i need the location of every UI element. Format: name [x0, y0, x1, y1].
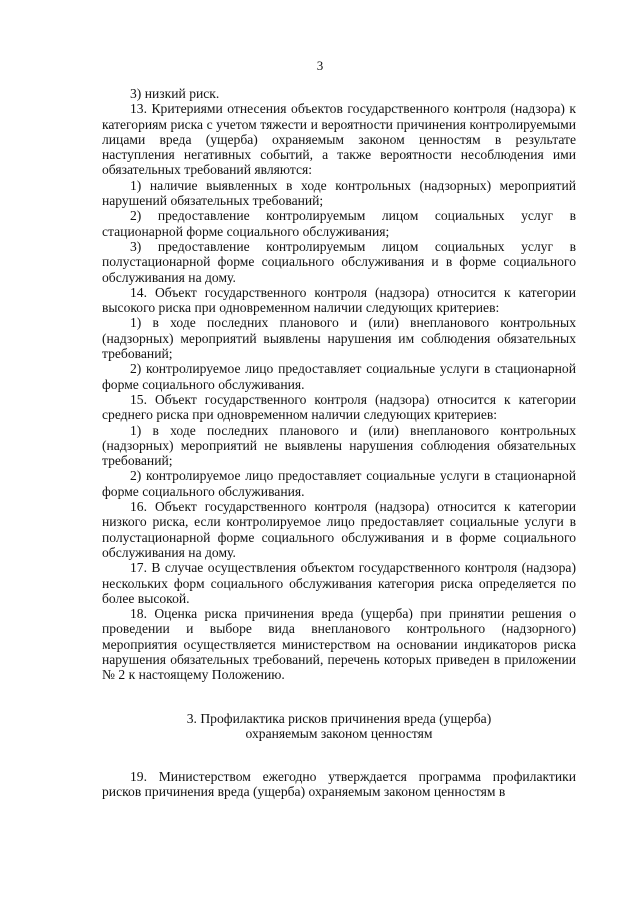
section-heading-line-1: 3. Профилактика рисков причинения вреда (ущерба) [186, 710, 492, 726]
paragraph-15: 15. Объект государственного контроля (надзора) относится к категории среднего риска при одновременном наличии следующих критериев: [102, 391, 576, 423]
paragraph-risk-low: 3) низкий риск. [130, 86, 220, 101]
paragraph-14: 14. Объект государственного контроля (надзора) относится к категории высокого риска при одновременном наличии следующих критериев: [102, 284, 576, 316]
paragraph-13-item-3: 3) предоставление контролируемым лицом социальных услуг в полустационарной форме социального обслуживания и в форме социального обслуживания на дому. [102, 238, 576, 285]
paragraph-13-item-1: 1) наличие выявленных в ходе контрольных (надзорных) мероприятий нарушений обязательных требований; [102, 177, 576, 209]
paragraph-18: 18. Оценка риска причинения вреда (ущерба) при принятии решения о проведении и выборе вида внепланового контрольного (надзорного) мероприятия осуществляется министерством на основании индикаторов риска нарушения обязательных требований, перечень которых приведен в приложении № 2 к настоящему Положению. [102, 606, 576, 683]
paragraph-14-item-1: 1) в ходе последних планового и (или) внепланового контрольных (надзорных) мероприятий выявлены нарушения им соблюдения обязательных требований; [102, 315, 576, 362]
paragraph-14-item-2: 2) контролируемое лицо предоставляет социальные услуги в стационарной форме социального обслуживания. [102, 361, 576, 392]
page-number: 3 [316, 58, 324, 73]
paragraph-15-item-2: 2) контролируемое лицо предоставляет социальные услуги в стационарной форме социального обслуживания. [102, 468, 576, 499]
paragraph-17: 17. В случае осуществления объектом государственного контроля (надзора) нескольких форм социального обслуживания категория риска определяется по более высокой. [102, 560, 576, 606]
paragraph-13: 13. Критериями отнесения объектов государственного контроля (надзора) к категориям риска с учетом тяжести и вероятности причинения контролируемыми лицами вреда (ущерба) охраняемым законом ценностям в результате наступления негативных событий, а также вероятности несоблюдения ими обязательных требований являются: [102, 101, 576, 178]
paragraph-16: 16. Объект государственного контроля (надзора) относится к категории низкого риска, если контролируемое лицо предоставляет социальные услуги в полустационарной форме социального обслуживания и в форме социального обслуживания на дому. [102, 499, 576, 560]
paragraph-19: 19. Министерством ежегодно утверждается программа профилактики рисков причинения вреда (ущерба) охраняемым законом ценностям в [102, 769, 576, 800]
section-heading-line-2: охраняемым законом ценностям [245, 725, 433, 741]
paragraph-13-item-2: 2) предоставление контролируемым лицом социальных услуг в стационарной форме социального обслуживания; [102, 208, 576, 239]
document-body [102, 86, 576, 800]
paragraph-15-item-1: 1) в ходе последних планового и (или) внепланового контрольных (надзорных) мероприятий не выявлены нарушения соблюдения обязательных требований; [102, 422, 576, 469]
